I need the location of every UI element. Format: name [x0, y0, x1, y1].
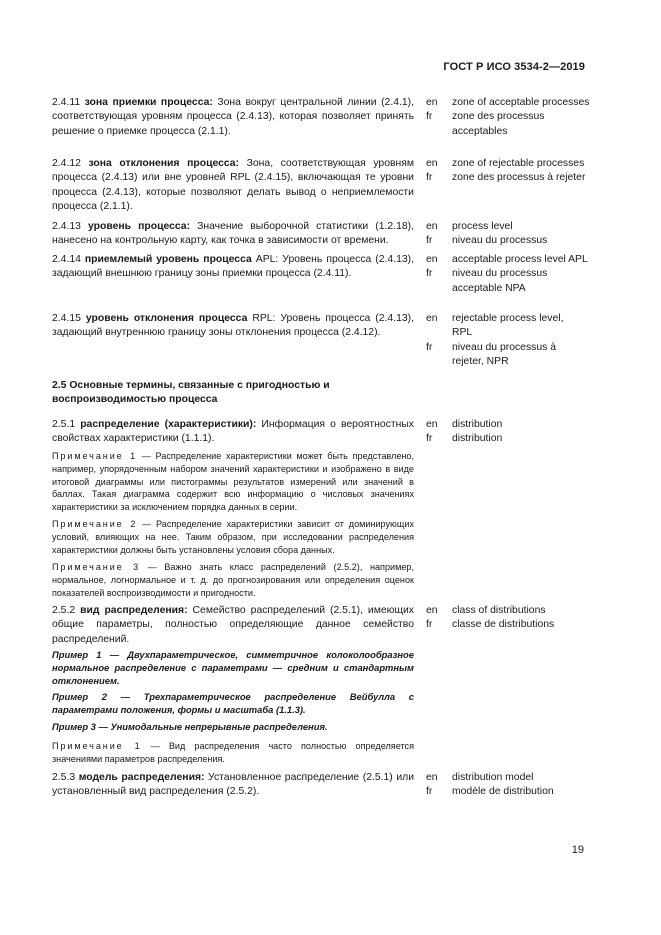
example-1	[52, 648, 414, 688]
document-header: ГОСТ Р ИСО 3534-2—2019	[443, 61, 585, 73]
term-text: Семейство распределений (2.5.1), имеющих общие параметры, полностью определяющие данное семейство распределений.	[52, 605, 415, 645]
term-en: zone of acceptable processes	[452, 97, 590, 108]
term-number: 2.4.12	[52, 158, 81, 169]
lang-code-en: en	[426, 419, 438, 430]
lang-code-fr: fr	[426, 433, 433, 445]
term-name: уровень процесса:	[87, 221, 191, 232]
term-text: RPL: Уровень процесса (2.4.13), задающий внутреннюю границу зоны отклонения процесса (2.4.12).	[52, 313, 414, 339]
example-label: Пример 3	[52, 721, 96, 732]
note-1	[52, 450, 414, 514]
lang-code-fr: fr	[426, 172, 433, 184]
note-text: — Вид распределения часто полностью определяется значениями параметров распределения.	[52, 741, 414, 764]
note-text: — Распределение характеристики зависит от доминирующих условий, влияющих на нее. Таким образом, при исследовании распределения характеристики должны быть установлены условия сбора данных.	[52, 519, 414, 555]
lang-code-fr: fr	[426, 341, 433, 353]
term-fr: zone des processus acceptables	[452, 111, 545, 137]
note-2	[52, 518, 414, 556]
example-text: — Двухпараметрическое, симметричное колоколообразное нормальное распределение с параметрами — средним и стандартным отклонением.	[52, 649, 415, 687]
term-translations	[426, 312, 590, 370]
note-text: — Распределение характеристики может быть представлено, например, упорядоченным набором значений характеристики и изображено в виде итоговой диаграммы или пистограммы результатов измерений или значений в баллах. Такая диаграмма содержит всю информацию о числовых значениях характеристики за исключением порядка данных в серии.	[52, 451, 414, 513]
note-3	[52, 561, 414, 599]
lang-code-en: en	[426, 158, 438, 169]
term-definition	[52, 157, 414, 215]
lang-code-fr: fr	[426, 786, 433, 798]
term-fr: modèle de distribution	[452, 786, 554, 798]
term-fr: niveau du processus à rejeter, NPR	[452, 341, 556, 368]
term-number: 2.5.2	[52, 605, 76, 616]
term-text: Установленное распределение (2.5.1) или установленный вид распределения (2.5.2).	[52, 772, 414, 798]
page-number: 19	[571, 844, 584, 856]
term-translations	[426, 157, 590, 186]
lang-code-en: en	[426, 772, 438, 783]
term-text: Информация о вероятностных свойствах характеристики (1.1.1).	[52, 419, 414, 445]
term-name: модель распределения:	[78, 772, 205, 783]
term-definition	[52, 604, 414, 647]
lang-code-en: en	[426, 254, 438, 265]
term-en: distribution model	[452, 772, 534, 783]
lang-code-fr: fr	[426, 268, 433, 280]
term-translations	[426, 771, 590, 800]
term-translations	[426, 418, 590, 447]
term-definition	[52, 771, 414, 800]
lang-code-fr: fr	[426, 111, 433, 123]
term-number: 2.4.15	[52, 313, 81, 324]
term-fr: classe de distributions	[452, 619, 555, 631]
note-2-5-2	[52, 740, 414, 766]
term-en: rejectable process level, RPL	[452, 313, 564, 339]
term-number: 2.4.13	[52, 221, 81, 232]
term-text: Зона, соответствующая уровням процесса (2.4.13) или вне уровней RPL (2.4.15), включающая те уровни процесса (2.4.13), которые позволяют делать вывод о неприемлемости процесса (2.1.1).	[52, 158, 415, 213]
term-number: 2.4.14	[52, 254, 81, 265]
term-translations	[426, 253, 590, 296]
note-label: Примечание 1	[52, 451, 138, 461]
term-en: zone of rejectable processes	[452, 158, 585, 169]
term-fr: niveau du processus acceptable NPA	[452, 268, 548, 294]
term-name: уровень отклонения процесса	[85, 313, 248, 324]
term-name: зона отклонения процесса:	[88, 158, 240, 169]
term-fr: distribution	[452, 433, 503, 445]
term-name: вид распределения:	[80, 605, 188, 616]
term-number: 2.5.1	[52, 419, 76, 430]
term-name: распределение (характеристики):	[80, 419, 257, 430]
term-text: Зона вокруг центральной линии (2.4.1), соответствующая уровням процесса (2.4.13), которая позволяет принять решение о приемке процесса (2.1.1).	[52, 97, 415, 137]
example-label: Пример 2	[52, 691, 107, 702]
term-name: приемлемый уровень процесса	[84, 254, 252, 265]
term-translations	[426, 604, 590, 633]
example-text: — Трехпараметрическое распределение Вейбулла с параметрами положения, формы и масштаба (1.1.3).	[52, 691, 415, 716]
term-en: process level	[452, 221, 513, 232]
term-en: acceptable process level APL	[452, 254, 588, 265]
note-label: Примечание 2	[52, 519, 138, 529]
example-text: — Унимодальные непрерывные распределения.	[95, 721, 328, 732]
term-definition	[52, 96, 414, 139]
term-number: 2.4.11	[52, 97, 81, 108]
note-label: Примечание 1	[52, 741, 142, 751]
lang-code-en: en	[426, 221, 438, 232]
example-label: Пример 1	[52, 649, 102, 660]
section-heading-2-5: 2.5 Основные термины, связанные с пригодностью и воспроизводимостью процесса	[52, 380, 330, 406]
term-translations	[426, 96, 590, 139]
example-3	[52, 720, 414, 733]
term-number: 2.5.3	[52, 772, 76, 783]
term-fr: zone des processus à rejeter	[452, 172, 586, 184]
lang-code-en: en	[426, 97, 438, 108]
term-text: Значение выборочной статистики (1.2.18), нанесено на контрольную карту, как точка в зависимости от времени.	[52, 221, 414, 247]
term-definition	[52, 312, 414, 341]
lang-code-en: en	[426, 313, 438, 324]
term-translations	[426, 220, 590, 249]
note-label: Примечание 3	[52, 562, 141, 572]
lang-code-fr: fr	[426, 235, 433, 247]
term-en: distribution	[452, 419, 503, 430]
term-en: class of distributions	[452, 605, 546, 616]
term-name: зона приемки процесса:	[84, 97, 213, 108]
term-fr: niveau du processus	[452, 235, 548, 247]
example-2	[52, 690, 414, 716]
lang-code-en: en	[426, 605, 438, 616]
note-text: — Важно знать класс распределений (2.5.2), например, нормальное, логнормальное и т. д. до прогнозирования или определения оценок показателей воспроизводимости и пригодности.	[52, 562, 414, 598]
term-definition	[52, 220, 414, 249]
term-definition	[52, 253, 414, 282]
term-definition	[52, 418, 414, 447]
term-text: APL: Уровень процесса (2.4.13), задающий внешнюю границу зоны приемки процесса (2.4.11).	[52, 254, 414, 280]
lang-code-fr: fr	[426, 619, 433, 631]
